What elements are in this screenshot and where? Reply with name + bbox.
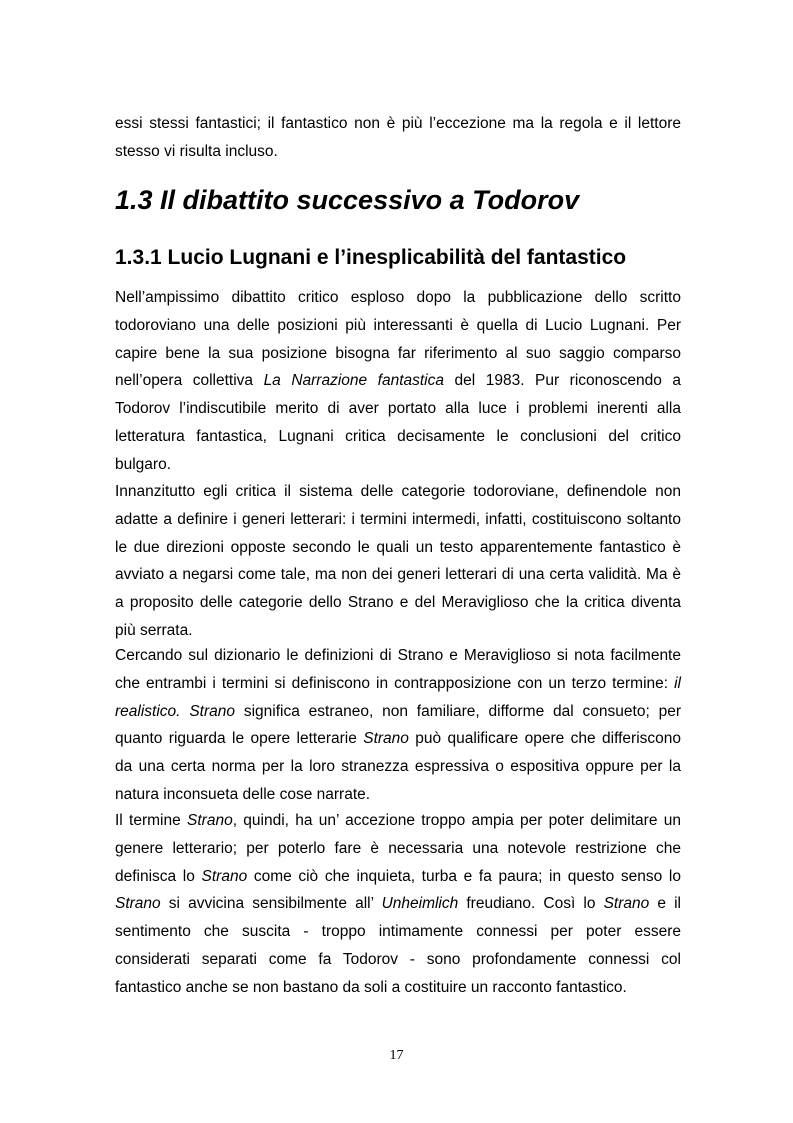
paragraph-4-text-c: , quindi, ha un’ accezione troppo ampia per poter delimitare un genere letterario; per poterlo fare è necessaria una notevole restrizione che definisca lo [115,812,681,885]
paragraph-4-text-e: come ciò che inquieta, turba e fa paura; in questo senso lo [247,867,681,885]
paragraph-4-italic-d: Strano [201,867,248,885]
paragraph-1-text-a: Nell’ampissimo dibattito critico esploso dopo la pubblicazione dello scritto todoroviano una delle posizioni più interessanti è quella di Lucio Lugnani. Per capire bene la sua posizione bisogna far riferimento al suo saggio comparso nell’opera collettiva [115,289,681,390]
paragraph-3-text-c [180,703,189,720]
paragraph-4-text-i: freudiano. Così lo [458,895,604,913]
paragraph-4-italic-b: Strano [187,812,233,829]
paragraph-4-italic-j: Strano [603,895,650,913]
paragraph-1-text-c: del 1983. Pur riconoscendo a Todorov l’indiscutibile merito di aver portato alla luce i problemi inerenti alla letteratura fantastica, Lugnani critica decisamente le conclusioni del critico bulgaro. [115,372,681,473]
paragraph-3 [115,642,681,809]
paragraph-4-italic-h: Unheimlich [381,895,459,913]
continuation-paragraph: essi stessi fantastici; il fantastico non è più l’eccezione ma la regola e il lettore stesso vi risulta incluso. [115,115,681,160]
paragraph-4-text-g: si avvicina sensibilmente all’ [160,895,382,913]
paragraph-3-italic-b: il realistico. [115,674,681,720]
paragraph-1-italic-title: La Narrazione fantastica [263,372,444,390]
page-number: 17 [389,1048,404,1063]
paragraph-3-text-a: Cercando sul dizionario le definizioni di Strano e Meraviglioso si nota facilmente che entrambi i termini si definiscono in contrapposizione con un terzo termine: [115,647,681,692]
section-heading: 1.3 Il dibattito successivo a Todorov [115,185,580,215]
paragraph-4-italic-f: Strano [115,895,161,913]
paragraph-2: Innanzitutto egli critica il sistema delle categorie todoroviane, definendole non adatte a definire i generi letterari: i termini intermedi, infatti, costituiscono soltanto le due direzioni opposte secondo le quali un testo apparentemente fantastico è avviato a negarsi come tale, ma non dei generi letterari di una certa validità. Ma è a proposito delle categorie dello Strano e del Meraviglioso che la critica diventa più serrata. [115,483,681,639]
paragraph-3-text-e: significa estraneo, non familiare, difforme dal consueto; per quanto riguarda le opere letterarie [115,702,682,748]
paragraph-3-italic-d: Strano [189,702,235,720]
paragraph-4-text-a: Il termine [115,812,188,829]
paragraph-3-text-g: può qualificare opere che differiscono da una certa norma per la loro stranezza espressiva o espositiva oppure per la natura inconsueta delle cose narrate. [115,730,681,803]
paragraph-4-text-k: e il sentimento che suscita - troppo intimamente connessi per poter essere considerati separati come fa Todorov - sono profondamente connessi col fantastico anche se non bastano da soli a costituire un racconto fantastico. [115,895,681,996]
paragraph-3-italic-f: Strano [363,730,409,748]
paragraph-4 [115,807,681,1002]
paragraph-1 [115,284,681,479]
subsection-heading: 1.3.1 Lucio Lugnani e l’inesplicabilità del fantastico [115,246,627,269]
